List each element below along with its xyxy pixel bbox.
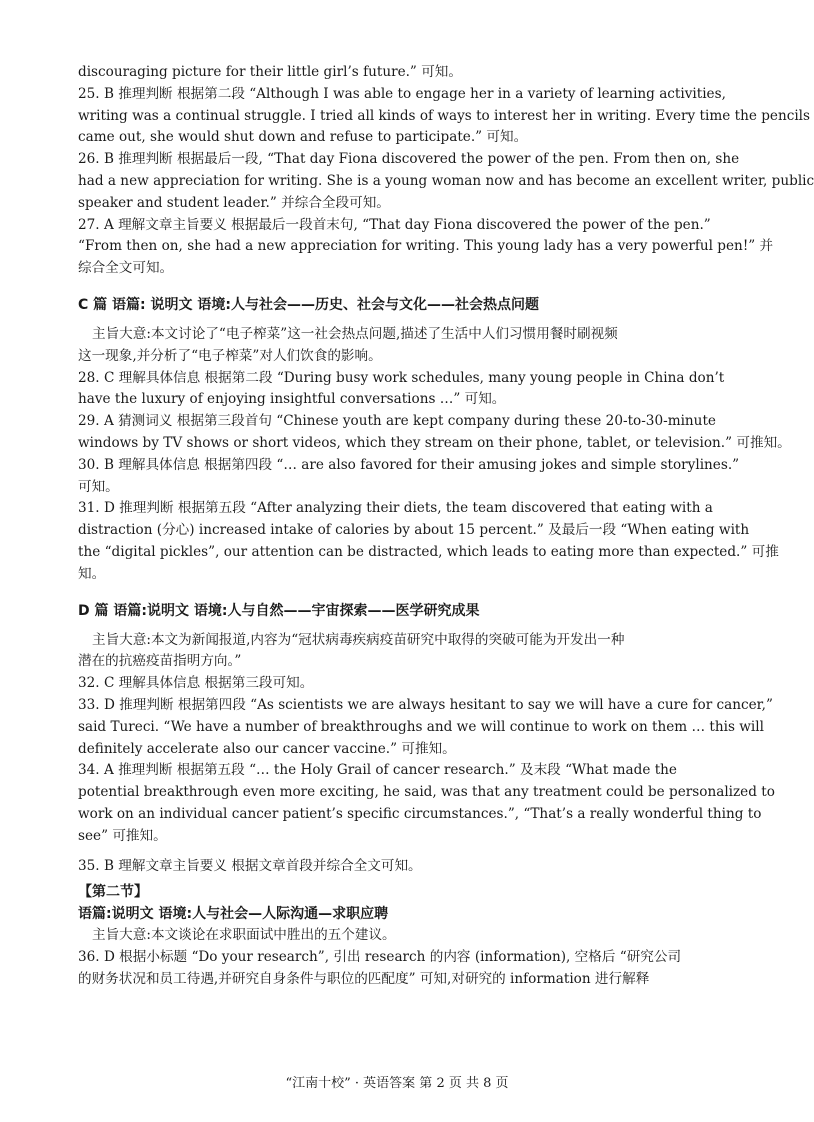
text-line: the “digital pickles”, our attention can be distracted, which leads to eating more than expected.” 可推 [78, 543, 779, 560]
text-line: 31. D 推理判断 根据第五段 “After analyzing their diets, the team discovered that eating with a [78, 500, 713, 517]
text-line: 34. A 推理判断 根据第五段 “… the Holy Grail of cancer research.” 及末段 “What made the [78, 762, 677, 779]
text-line: speaker and student leader.” 并综合全段可知。 [78, 194, 390, 211]
section-2 [78, 881, 726, 990]
answer-28 [78, 368, 726, 412]
answer-34 [78, 760, 775, 847]
answer-35 [78, 856, 726, 878]
text-line: discouraging picture for their little girl’s future.” 可知。 [78, 64, 462, 80]
text-line: 32. C 理解具体信息 根据第三段可知。 [78, 675, 314, 692]
answer-33 [78, 695, 773, 760]
text-line: “From then on, she had a new appreciation for writing. This young lady has a very powerful pen!” 并 [78, 238, 774, 255]
text-line: 可知。 [78, 478, 119, 495]
text-line: 26. B 推理判断 根据最后一段, “That day Fiona discovered the power of the pen. From then on, she [78, 151, 740, 168]
answer-25 [78, 84, 810, 149]
text-line: writing was a continual struggle. I tried all kinds of ways to interest her in writing. Every time the pencils [78, 107, 810, 124]
text-line: 30. B 理解具体信息 根据第四段 “… are also favored for their amusing jokes and simple storylines.” [78, 456, 740, 473]
text-line: work on an individual cancer patient’s specific circumstances.”, “That’s a really wonderful thing to [78, 805, 762, 822]
answer-32 [78, 673, 726, 695]
text-line: 28. C 理解具体信息 根据第二段 “During busy work schedules, many young people in China don’t [78, 369, 725, 386]
text-line: said Tureci. “We have a number of breakthroughs and we will continue to work on them … this will [78, 718, 764, 735]
answer-30 [78, 455, 740, 499]
text-line: 33. D 推理判断 根据第四段 “As scientists we are always hesitant to say we will have a cure for cancer,” [78, 696, 773, 713]
answer-29 [78, 411, 791, 455]
section-heading: 语篇:说明文 语境:人与社会—人际沟通—求职应聘 [78, 906, 389, 923]
text-line: 知。 [78, 565, 106, 582]
answer-26 [78, 149, 814, 214]
text-line: 29. A 猜测词义 根据第三段首句 “Chinese youth are kept company during these 20-to-30-minute [78, 413, 716, 430]
section-title: 【第二节】 [78, 884, 148, 901]
part-c [78, 294, 791, 586]
text-line: have the luxury of enjoying insightful conversations …” 可知。 [78, 391, 506, 408]
text-line: definitely accelerate also our cancer vaccine.” 可推知。 [78, 740, 456, 757]
text-line: had a new appreciation for writing. She is a young woman now and has become an excellent writer, public [78, 172, 814, 189]
part-d [78, 600, 775, 878]
text-line: see” 可推知。 [78, 827, 167, 844]
text-line: potential breakthrough even more exciting, he said, was that any treatment could be personalized to [78, 784, 775, 801]
part-b-tail [78, 62, 814, 280]
answer-31 [78, 498, 779, 585]
summary [78, 324, 726, 368]
text-line: 主旨大意:本文为新闻报道,内容为“冠状病毒疾病疫苗研究中取得的突破可能为开发出一种 [92, 631, 625, 648]
page-footer: “江南十校” · 英语答案 第 2 页 共 8 页 [285, 1076, 509, 1091]
text-line: 35. B 理解文章主旨要义 根据文章首段并综合全文可知。 [78, 857, 422, 874]
text-line: 潜在的抗癌疫苗指明方向。” [78, 653, 242, 670]
text-line: came out, she would shut down and refuse to participate.” 可知。 [78, 129, 528, 146]
text-line: 36. D 根据小标题 “Do your research”, 引出 research 的内容 (information), 空格后 “研究公司 [78, 949, 682, 966]
text-line: 这一现象,并分析了“电子榨菜”对人们饮食的影响。 [78, 347, 382, 364]
text-line: 25. B 推理判断 根据第二段 “Although I was able to engage her in a variety of learning activities, [78, 85, 726, 102]
section-heading: C 篇 语篇: 说明文 语境:人与社会——历史、社会与文化——社会热点问题 [78, 296, 539, 313]
answer-36 [78, 947, 726, 991]
answer-27 [78, 215, 774, 280]
text-line: 综合全文可知。 [78, 260, 174, 277]
section-heading: D 篇 语篇:说明文 语境:人与自然——宇宙探索——医学研究成果 [78, 602, 480, 619]
summary: 主旨大意:本文谈论在求职面试中胜出的五个建议。 [92, 927, 396, 944]
text-line: 主旨大意:本文讨论了“电子榨菜”这一社会热点问题,描述了生活中人们习惯用餐时刷视频 [92, 325, 618, 342]
summary [78, 630, 726, 674]
text-line: windows by TV shows or short videos, which they stream on their phone, tablet, or television.” 可推知。 [78, 434, 791, 451]
text-line: distraction (分心) increased intake of calories by about 15 percent.” 及最后一段 “When eating with [78, 522, 750, 539]
text-line: 的财务状况和员工待遇,并研究自身条件与职位的匹配度” 可知,对研究的 information 进行解释 [78, 970, 650, 987]
text-line: 27. A 理解文章主旨要义 根据最后一段首末句, “That day Fiona discovered the power of the pen.” [78, 216, 711, 233]
